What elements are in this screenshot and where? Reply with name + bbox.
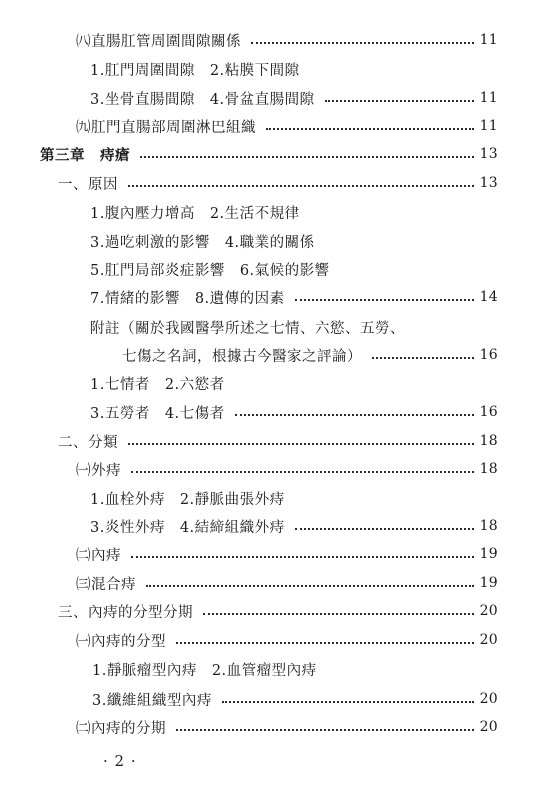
toc-entry-title: 3.坐骨直腸間隙 4.骨盆直腸間隙 <box>90 91 315 108</box>
leader-dots <box>176 641 474 644</box>
leader-dots <box>325 99 474 102</box>
toc-entry <box>90 201 300 223</box>
toc-entry <box>58 172 498 194</box>
toc-entry-page: 11 <box>479 32 498 48</box>
toc-entry-title: 1.腹內壓力增高 2.生活不規律 <box>90 205 300 222</box>
toc-entry-page: 18 <box>479 433 498 449</box>
toc-entry <box>90 286 498 308</box>
toc-entry <box>76 716 498 738</box>
toc-entry-page: 14 <box>479 289 498 305</box>
toc-entry-page: 16 <box>479 404 498 420</box>
leader-dots <box>266 127 474 130</box>
leader-dots <box>251 41 474 44</box>
toc-entry <box>90 401 498 423</box>
toc-entry-title: 三、內痔的分型分期 <box>58 604 193 621</box>
toc-entry-title: ㈠外痔 <box>76 462 121 479</box>
toc-entry-title: 3.五勞者 4.七傷者 <box>90 405 225 422</box>
toc-entry <box>90 58 300 80</box>
toc-entry-page: 16 <box>479 347 498 363</box>
toc-entry-page: 19 <box>479 546 498 562</box>
toc-entry <box>76 458 498 480</box>
toc-entry-page: 11 <box>479 118 498 134</box>
leader-dots <box>131 470 474 473</box>
toc-entry-title: ㈨肛門直腸部周圍淋巴組織 <box>76 119 256 136</box>
toc-entry-title: 二、分類 <box>58 434 118 451</box>
toc-entry <box>76 572 498 594</box>
toc-entry <box>76 543 498 565</box>
leader-dots <box>372 356 474 359</box>
toc-entry <box>76 115 498 137</box>
toc-entry-title: ㈧直腸肛管周圍間隙關係 <box>76 33 241 50</box>
toc-entry <box>90 316 405 338</box>
toc-entry-title: 1.靜脈瘤型內痔 2.血管瘤型內痔 <box>92 662 317 679</box>
toc-entry-page: 20 <box>479 632 498 648</box>
leader-dots <box>128 184 474 187</box>
toc-entry <box>92 658 317 680</box>
toc-entry-title: 七傷之名詞，根據古今醫家之評論） <box>122 348 362 365</box>
toc-entry-page: 20 <box>479 691 498 707</box>
toc-entry-title: 7.情緒的影響 8.遺傳的因素 <box>90 290 285 307</box>
leader-dots <box>295 527 474 530</box>
toc-entry-page: 11 <box>479 90 498 106</box>
toc-entry-title: 第三章 痔瘡 <box>40 146 130 164</box>
toc-entry-page: 13 <box>479 175 498 191</box>
leader-dots <box>235 413 474 416</box>
toc-entry-title: ㈡內痔 <box>76 547 121 564</box>
toc-entry-title: 3.纖維組織型內痔 <box>92 692 212 709</box>
toc-entry <box>76 29 498 51</box>
toc-entry <box>90 487 285 509</box>
page-number: · 2 · <box>103 752 137 770</box>
toc-entry-page: 18 <box>479 461 498 477</box>
toc-entry-title: 附註（關於我國醫學所述之七情、六慾、五勞、 <box>90 320 405 337</box>
toc-entry-title: ㈡內痔的分期 <box>76 720 166 737</box>
toc-entry-title: ㈠內痔的分型 <box>76 633 166 650</box>
toc-entry-title: 一、原因 <box>58 176 118 193</box>
toc-entry-page: 13 <box>479 146 498 162</box>
toc-entry <box>76 629 498 651</box>
leader-dots <box>176 728 474 731</box>
leader-dots <box>131 555 474 558</box>
toc-entry <box>90 230 315 252</box>
toc-entry <box>58 430 498 452</box>
toc-entry-title: 1.血栓外痔 2.靜脈曲張外痔 <box>90 491 285 508</box>
leader-dots <box>295 298 474 301</box>
leader-dots <box>222 700 474 703</box>
toc-entry <box>90 258 330 280</box>
toc-entry-title: 3.過吃刺激的影響 4.職業的關係 <box>90 234 315 251</box>
toc-entry <box>58 600 498 622</box>
toc-entry <box>90 87 498 109</box>
toc-entry <box>122 344 498 366</box>
toc-chapter-entry <box>40 143 498 165</box>
leader-dots <box>140 155 474 158</box>
toc-entry-page: 20 <box>479 603 498 619</box>
toc-entry <box>90 515 498 537</box>
leader-dots <box>128 442 474 445</box>
leader-dots <box>146 584 474 587</box>
toc-entry-title: 5.肛門局部炎症影響 6.氣候的影響 <box>90 262 330 279</box>
leader-dots <box>203 612 474 615</box>
toc-entry-title: 1.肛門周圍間隙 2.粘膜下間隙 <box>90 62 300 79</box>
toc-entry <box>90 372 225 394</box>
toc-entry-title: 3.炎性外痔 4.結締組織外痔 <box>90 519 285 536</box>
toc-entry-title: ㈢混合痔 <box>76 576 136 593</box>
toc-entry-page: 19 <box>479 575 498 591</box>
toc-entry-title: 1.七情者 2.六慾者 <box>90 376 225 393</box>
toc-entry-page: 20 <box>479 719 498 735</box>
toc-entry-page: 18 <box>479 518 498 534</box>
toc-entry <box>92 688 498 710</box>
